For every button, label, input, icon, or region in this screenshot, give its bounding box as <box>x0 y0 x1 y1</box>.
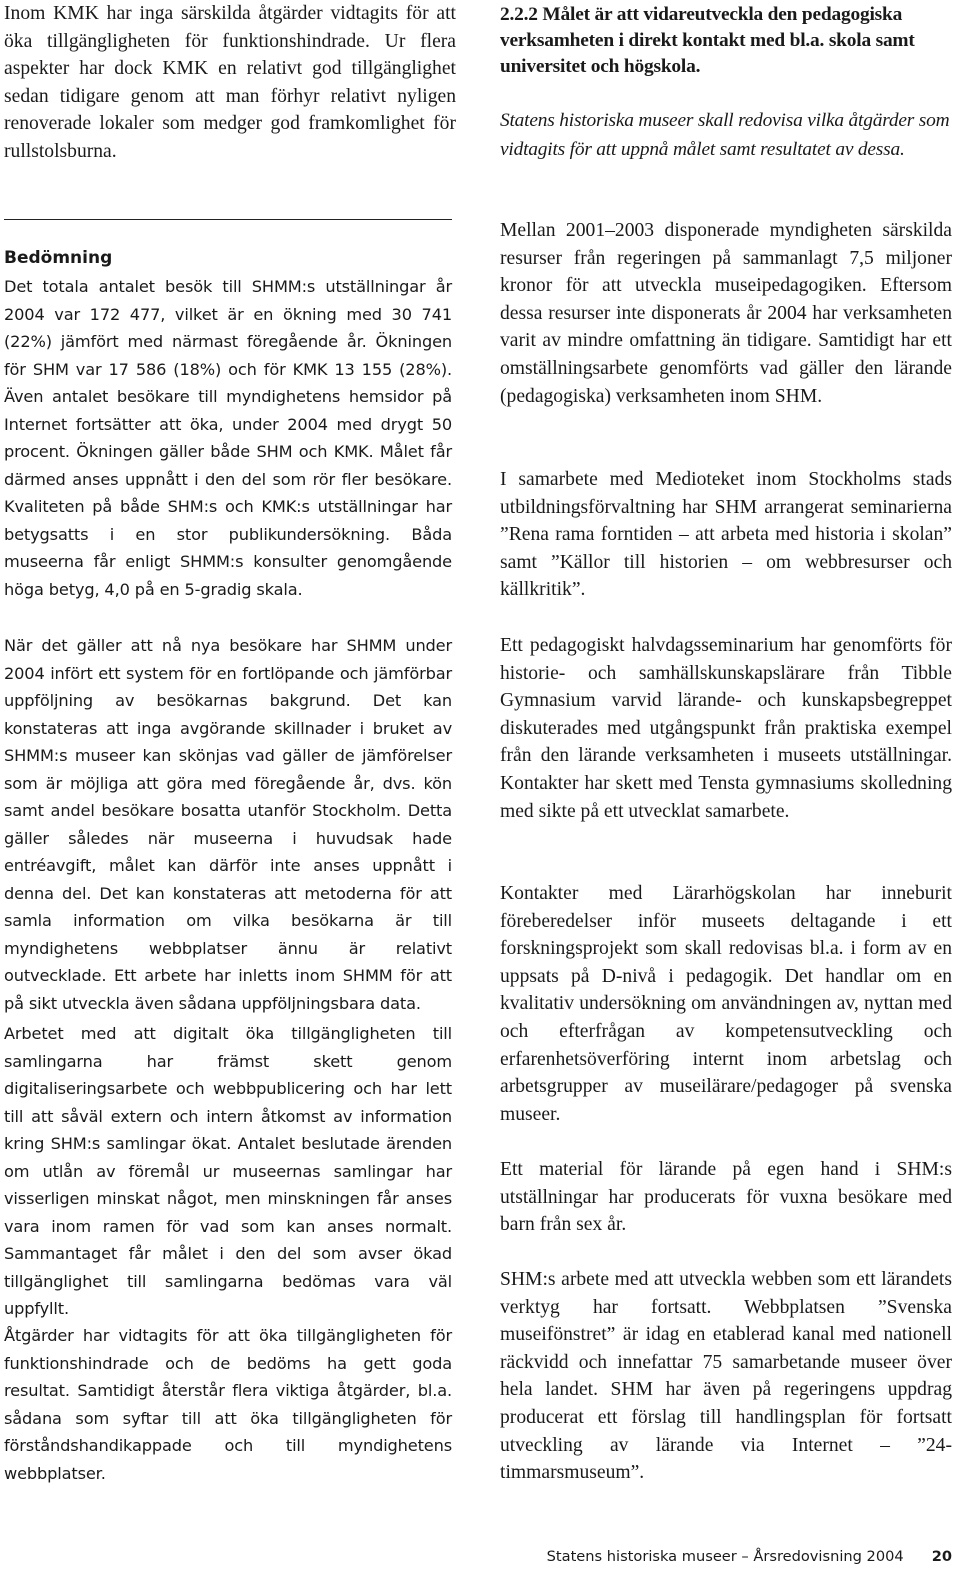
pedagogy-paragraph-seminar: Ett pedagogiskt halvdagsseminarium har genomförts för historie- och samhällskunskapslärare från Tibble Gymnasium varvid lärande- och kunskapsbegreppet diskuterades med utgångspunkt från praktiska exempel från den lärande verksamheten i museets utställningar. Kontakter har skett med Tensta gymnasiums skolledning med sikte på ett utvecklat samarbete. <box>500 635 952 822</box>
page-number: 20 <box>931 1548 952 1565</box>
assessment-paragraph-accessibility: Åtgärder har vidtagits för att öka tillgängligheten för funktionshindrade och de bedöms ha gett goda resultat. Samtidigt återstår flera viktiga åtgärder, bl.a. sådana som syftar till att öka tillgängligheten för förståndshandikappade och till myndighetens webbplatser. <box>4 1326 452 1483</box>
assessment-paragraph-digital-access: Arbetet med att digitalt öka tillgängligheten till samlingarna har främst skett genom digitaliseringsarbete och webbpublicering och har lett till att såväl extern och intern åtkomst av information kring SHM:s samlingar ökat. Antalet beslutade ärenden om utlån av föremål ur museernas samlingar har visserligen minskat något, men minskningen får anses vara inom ramen för vad som kan anses normalt. Sammantaget får målet i den del som avser ökad tillgänglighet till samlingarna bedömas vara väl uppfyllt. <box>4 1024 452 1318</box>
assessment-paragraph-visitors: Det totala antalet besök till SHMM:s utställningar år 2004 var 172 477, vilket är en ökning med 30 741 (22%) jämfört med närmast föregående år. Ökningen för SHM var 17 586 (18%) och för KMK 13 155 (28%). Även antalet besökare till myndighetens hemsidor på Internet fortsätter att öka, under 2004 med drygt 50 procent. Ökningen gäller både SHM och KMK. Målet får därmed anses uppnått i den del som rör fler besökare. Kvaliteten på både SHM:s och KMK:s utställningar har betygsatts i en stor publikundersökning. Båda museerna får enligt SHMM:s konsulter genomgående höga betyg, 4,0 på en 5-gradig skala. <box>4 277 452 599</box>
section-goal-statement: Statens historiska museer skall redovisa vilka åtgärder som vidtagits för att uppnå målet samt resultatet av dessa. <box>500 110 950 160</box>
section-heading: 2.2.2 Målet är att vidareutveckla den pedagogiska verksamheten i direkt kontakt med bl.a. skola samt universitet och högskola. <box>500 4 915 77</box>
assessment-paragraph-new-visitors: När det gäller att nå nya besökare har SHMM under 2004 infört ett system för en fortlöpande och jämförbar uppföljning av besökarnas bakgrund. Det kan konstateras att inga avgörande skillnader i bruket av SHMM:s museer kan skönjas vad gäller de jämförelser som är möjliga att göra med föregående år, dvs. kön samt andel besökare bosatta utanför Stockholm. Detta gäller således när museerna i huvudsak hade entréavgift, målet kan därför inte anses uppnått i denna del. Det kan konstateras att metoderna för att samla information om vilka besökarna är till myndighetens webbplatser ännu är relativt outvecklade. Ett arbete har inletts inom SHMM för att på sikt utveckla även sådana uppföljningsbara data. <box>4 636 452 1013</box>
page-footer <box>500 1547 952 1567</box>
pedagogy-paragraph-medioteket: I samarbete med Medioteket inom Stockholms stads utbildningsförvaltning har SHM arrangerat seminarierna ”Rena rama forntiden – att arbeta med historia i skolan” samt ”Källor till historien – om webbresurser och källkritik”. <box>500 469 952 601</box>
intro-paragraph: Inom KMK har inga särskilda åtgärder vidtagits för att öka tillgängligheten för funktionshindrade. Ur flera aspekter har dock KMK en relativt god tillgänglighet sedan tidigare genom att man förhyr relativt nyligen renoverade lokaler som medger god framkomlighet för rullstolsburna. <box>4 3 456 162</box>
assessment-title: Bedömning <box>4 248 113 268</box>
section-divider <box>4 219 452 220</box>
pedagogy-paragraph-web: SHM:s arbete med att utveckla webben som ett lärandets verktyg har fortsatt. Webbplatsen ”Svenska museifönstret” är idag en etablerad kanal med nationell räckvidd och innefattar 75 samarbetande museer över hela landet. SHM har även på regeringens uppdrag producerat ett förslag till handlingsplan för fortsatt utveckling av lärande via Internet – ”24-timmarsmuseum”. <box>500 1269 952 1484</box>
footer-publication: Statens historiska museer – Årsredovisning 2004 <box>546 1548 904 1565</box>
pedagogy-paragraph-resources: Mellan 2001–2003 disponerade myndigheten särskilda resurser från regeringen på sammanlagt 7,5 miljoner kronor för att utveckla museipedagogiken. Eftersom dessa resurser inte disponerats år 2004 har verksamheten varit av mindre omfattning än tidigare. Samtidigt har ett omställningsarbete genomförts vad gäller den lärande (pedagogiska) verksamheten inom SHM. <box>500 220 952 407</box>
pedagogy-paragraph-self-learning: Ett material för lärande på egen hand i SHM:s utställningar har producerats för vuxna besökare med barn från sex år. <box>500 1159 952 1236</box>
pedagogy-paragraph-teacher-college: Kontakter med Lärarhögskolan har inneburit föreberedelser inför museets deltagande i ett forskningsprojekt som skall redovisas bl.a. i form av en uppsats på D-nivå i pedagogik. Det handlar om en kvalitativ undersökning om användningen av, nyttan med och efterfrågan av kompetensutveckling och erfarenhetsöverföring internt inom arbetslag och arbetsgrupper av museilärare/pedagoger på svenska museer. <box>500 883 952 1125</box>
